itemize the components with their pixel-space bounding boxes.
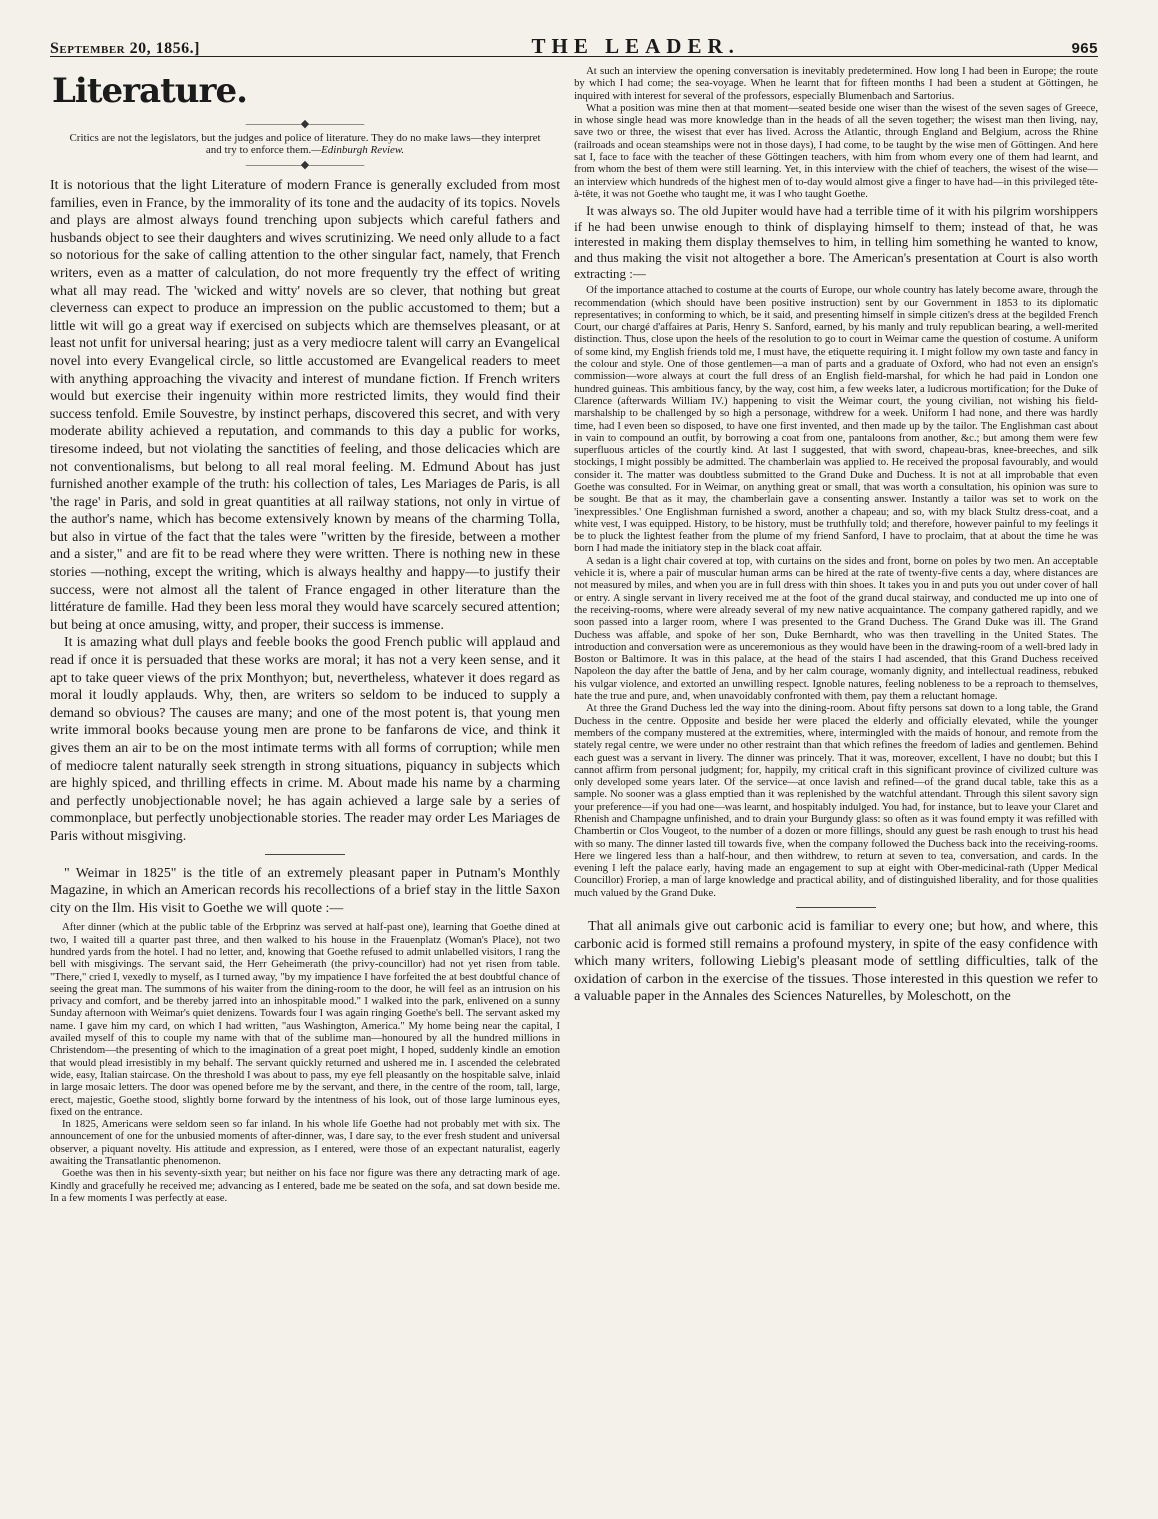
section-rule [796,907,876,908]
ornament-divider: —————◆————— [245,118,365,130]
goethe-quote [50,921,560,1204]
article-paragraph: It is amazing what dull plays and feeble books the good French public will applaud and read if once it is persuaded that these works are moral; it has not a very keen sense, and it apt to take queer views of the prix Monthyon; but, nevertheless, whatever it does regard as moral it loudly applauds. Why, then, are writers so seldom to be induced to supply a demand so obvious? The causes are many; and one of the most potent is, that young men write immoral books because young men are prone to be fanfarons de vice, and think it gives them an air to be on the most intimate terms with all forms of corruption; while men of mediocre talent naturally seek strength in strong situations, piquancy in subjects which are highly spiced, and thrilling effects in crime. M. About made his name by a charming and perfectly unobjectionable novel; he has again achieved a large sale by a series of commonplace, but perfectly unobjectionable stories. The reader may order Les Mariages de Paris without misgiving. [50,635,561,844]
intro-article [50,177,560,846]
left-column [50,65,560,1204]
epigraph-text: Critics are not the legislators, but the judges and police of literature. They do no make laws—they interpret and try to enforce them. [69,132,541,156]
journal-title: THE LEADER. [531,34,740,58]
quote-paragraph: After dinner (which at the public table of the Erbprinz was served at half-past one), learning that Goethe dined at two, I waited till a quarter past three, and then walked to his house in the Frauenplatz (Woman's Place), not two hundred yards from the hotel. I had no letter, and, knowing that Goethe refused to admit unlabelled visitors, I rang the bell with misgivings. The servant said, the Herr Geheimerath (the privy-councillor) had not yet risen from table. "There," cried I, vexedly to myself, as I turned away, "by my impatience I have forfeited the at best doubtful chance of seeing the great man. The summons of his waiter from the dining-room to the door, he will feel as an intrusion on his privacy and comfort, and be thereby jarred into an inhospitable mood." I walked into the park, enlivened on a sunny Sunday afternoon with Weimar's quiet denizens. Towards four I was again ringing Goethe's bell. The servant asked my name. I gave him my card, on which I had written, "aus Washington, America." My home being near the capital, I availed myself of this to couple my name with that of the sublime man—honoured by all the hundred millions in Christendom—the presenting of which to the imagination of a great poet might, I hoped, suddenly kindle an emotion that would plead irresistibly in my behalf. The servant quickly returned and ushered me in. I ascended the celebrated wide, easy, Italian staircase. On the threshold I was about to pass, my eye fell pleasantly on the hospitable salve, inlaid in large mosaic letters. The door was opened before me by the servant, and there, in the centre of the room, tall, large, erect, majestic, Goethe stood, slightly borne forward by the intentness of his look, out of those large luminous eyes, fixed on the entrance. [50,921,561,1118]
epigraph [50,132,560,156]
article-paragraph: It is notorious that the light Literature of modern France is generally excluded from most families, even in France, by the immorality of its tone and the audacity of its topics. Novels and plays are almost always found trenching upon subjects which careful fathers and husbands object to see their daughters and wives scrutinizing. We need only allude to a fact so notorious for the sake of calling attention to the other singular fact, namely, that French writers, even as a matter of calculation, do not more frequently try the effect of writing what all may read. The 'wicked and witty' novels are so clever, that nothing but great cleverness can expect to produce an impression on the public accustomed to them; but a little wit will go a great way if exercised on subjects which are themselves pleasant, or at least not unfit for universal hearing; just as a very mediocre talent will carry an Evangelical novel into every Evangelical circle, so little accustomed are Evangelical readers to meet with anything approaching the vivacity and interest of mundane fiction. If French writers would but exercise their ingenuity within more restricted limits, they would find their success tenfold. Emile Souvestre, by instinct perhaps, discovered this secret, and with very moderate ability achieved a reputation, and commands to this day a public for works, tiresome indeed, but not violating the sanctities of feeling, and those delicacies which are not conventionalisms, but belong to all real moral feeling. M. Edmund About has just furnished another example of the truth: his collection of tales, Les Mariages de Paris, is all 'the rage' in Paris, and sold in great quantities at all railway stations, not only in virtue of the author's name, which has become extensively known by means of the charming Tolla, but also in virtue of the fact that the tales were "written by the fireside, between a mother and a sister," and are fit to be read where they were written. There is nothing new in these stories —nothing, except the writing, which is always healthy and happy—to justify their success, were not almost all the talent of France engaged in other literature than the littérature de famille. Had they been less moral they would have scarcely secured attention; but being at once amusing, witty, and proper, their success is immense. [50,178,561,633]
section-title: Literature. [52,71,247,111]
columns [50,65,1098,1204]
article-paragraph: It was always so. The old Jupiter would have had a terrible time of it with his pilgrim worshippers if he had been unwise enough to think of displaying himself to them; instead of that, he was interested in making them display themselves to him, in telling him something he wanted to know, and thus making the visit not altogether a bore. The American's presentation at Court is also worth extracting :— [574,203,1098,281]
right-column [574,65,1098,1204]
issue-date: September 20, 1856.] [50,40,200,57]
page-number: 965 [1071,40,1098,57]
goethe-quote-continued [574,65,1098,200]
epigraph-source: —Edinburgh Review. [311,144,405,156]
article-paragraph: That all animals give out carbonic acid is familiar to every one; but how, and where, this carbonic acid is formed still remains a profound mystery, in spite of the easy confidence with which many writers, following Liebig's pleasant mode of settling difficulties, talk of the oxidation of carbon in the exercise of the tissues. Those interested in this question we refer to a valuable paper in the Annales des Sciences Naturelles, by Moleschott, on the [574,919,1098,1005]
quote-paragraph: In 1825, Americans were seldom seen so far inland. In his whole life Goethe had not probably met with six. The announcement of one for the unbusied moments of after-dinner, was, I dare say, to the ever fresh student and universal observer, a piquant novelty. His attitude and expression, as I entered, were those of an expectant naturalist, eagerly awaiting the Transatlantic phenomenon. [50,1118,561,1167]
quote-paragraph: What a position was mine then at that moment—seated beside one wiser than the wisest of the seven sages of Greece, in whose single head was more knowledge than in the heads of all the seven together; the wisest man then living, nay, save two or three, the wisest that ever has lived. Across the Atlantic, through England and Belgium, across the Rhine (railroads and ocean steamships were not in those days), I had come, to be taught by the wise men of Göttingen. And here sat I, face to face with the teacher of these Göttingen teachers, with him from whom every one of them had learnt, and from whom the best of them were still learning. Yet, in this interview with the chief of teachers, the wisest of the wise—an interview which hundreds of the highest men of to-day would almost give a finger to have had—in this privileged tête-à-tête, it was not Goethe who taught me, it was I who taught Goethe. [574,101,1098,200]
quote-paragraph: At such an interview the opening conversation is inevitably predetermined. How long I had been in Europe; the route by which I had come; the sea-voyage. When he learnt that for fifteen months I had been a student at Göttingen, he inquired with interest for several of the professors, especially Blumenbach and Sartorius. [574,65,1098,102]
weimar-intro [50,865,560,918]
section-rule [265,854,345,855]
ornament-divider: —————◆————— [245,159,365,171]
quote-paragraph: At three the Grand Duchess led the way into the dining-room. About fifty persons sat down to a long table, the Grand Duchess in the centre. Opposite and beside her were placed the elderly and officially elevated, while the younger members of the company mustered at the extremities, where, intermingled with the maids of honour, and remote from the stately regal centre, we were under no other restraint than that which refines the freedom of ladies and gentlemen. Behind each guest was a servant in livery. The dinner was princely. That it was, moreover, excellent, I have no doubt; but this I cannot affirm from personal judgment; for, happily, my critical craft in this significant province of civilized culture was only developed some years later. Of the service—at once lavish and refined—of the grand ducal table, take this as a sample. No sooner was a glass emptied than it was replenished by the watchful attendant. Through this silent savory sign your preference—if you had one—was learnt, and hospitably indulged. You had, for instance, but to leave your Claret and Rhenish and Champagne unfinished, and to drain your Burgundy glass: so often as it was found empty it was refilled with Chambertin or Clos Vougeot, to the number of a dozen or more fillings, should any guest be rash enough to trust his head with so many. The dinner lasted till towards five, when the company followed the Duchess back into the receiving-rooms. Here we lingered less than a half-hour, and then withdrew, to return at seven to tea, conversation, and cards. In the evening I left the palace early, having made an engagement to sup at eight with Ober-medicinal-rath (Upper Medical Councillor) Froriep, a man of large knowledge and practical ability, and of distinguished liberality, and for those qualities much valued by the Grand Duke. [574,702,1098,899]
court-quote [574,284,1098,899]
quote-paragraph: A sedan is a light chair covered at top, with curtains on the sides and front, borne on poles by two men. An acceptable vehicle it is, where a pair of muscular human arms can be hired at the rate of twenty-five cents a day, where distances are not measured by miles, and when you are in full dress with thin shoes. It takes you in and puts you out under cover of hall or entry. A single servant in livery received me at the foot of the grand ducal stairway, and conducted me up into one of the receiving-rooms, where were already several of my new native acquaintance. The company gathered rapidly, and we soon passed into a larger room, where I was presented to the Grand Duchess. The Grand Duke was ill. The Grand Duchess was affable, and spoke of her son, Duke Bernhardt, who was then travelling in the United States. The introduction and conversation were as unceremonious as they would have been in the drawing-room of a well-bred lady in Boston or Baltimore. It was in this palace, at the head of the stairs I had ascended, that this Grand Duchess received Napoleon the day after the battle of Jena, and by her calm courage, womanly dignity, and intellectual readiness, rebuked his vulgar violence, and extorted an unwilling respect. Ignoble natures, feeling nobleness to be a reproach to themselves, hate the true and pure, and, when unavoidably confronted with them, pay them a reluctant homage. [574,554,1098,703]
article-paragraph: " Weimar in 1825" is the title of an extremely pleasant paper in Putnam's Monthly Magazine, in which an American records his recollections of a brief stay in the little Saxon city on the Ilm. His visit to Goethe we will quote :— [50,865,561,916]
carbonic-acid-article [574,918,1098,1006]
running-head [50,14,1098,58]
quote-paragraph: Goethe was then in his seventy-sixth year; but neither on his face nor figure was there any detracting mark of age. Kindly and gracefully he received me; advancing as I entered, bade me be seated on the sofa, and sat down beside me. In a few moments I was perfectly at ease. [50,1167,561,1204]
commentary [574,203,1098,281]
quote-paragraph: Of the importance attached to costume at the courts of Europe, our whole country has lately become aware, through the recommendation (which should have been positive instruction) sent by our Government in 1853 to its diplomatic representatives; in conforming to which, be it said, and presenting himself in simple citizen's dress at the begilded French Court, our chargé d'affaires at Paris, Henry S. Sanford, earned, by his manly and truly republican bearing, a well-merited distinction. Thus, close upon the heels of the resolution to go to court in Weimar came the question of costume. A uniform of some kind, my English friends told me, I must have, the etiquette requiring it. I might follow my own taste and fancy in the colour and style. One of those gentlemen—a man of parts and a graduate of Oxford, who had not even an ensign's commission—wore always at court the full dress of an English field-marshal, for which he had paid in London one hundred guineas. This ambitious fancy, by the way, cost him, a few weeks later, a ludicrous mortification; for the Duke of Clarence (afterwards William IV.) happening to visit the Weimar court, the young civilian, not wishing his field-marshalship to be challenged by so high a personage, withdrew for a week. Uniform I had none, and there was hardly time, had I even been so disposed, to have one first invented, and then made up by the tailor. The Englishman cast about in vain to compound an outfit, by borrowing a coat from one, pantaloons from another, &c.; but among them were few superfluous articles of the courtly kind. At last I suggested, that with sword, chapeau-bras, knee-breeches, and silk stockings, I might possibly be admitted. The chamberlain was applied to. He received the proposal favourably, and would consider it. The matter was doubtless submitted to the Grand Duke and Duchess. It is not at all improbable that even Goethe was consulted. For in Weimar, on anything great or small, that was worth a consultation, his opinion was sure to be sought. Be that as it may, the chamberlain gave a consenting answer. Instantly a tailor was set to work on the 'inexpressibles.' One Englishman furnished a sword, another a chapeau; and so, with my black Stultz dress-coat, and a white vest, I was equipped. History, to be history, must be truthfully told; and therefore, however painful to my feelings it be to pluck the lightest feather from the plume of my friend Sanford, I have to proclaim, that at about the time he was born I had made the initiatory step in the black coat affair. [574,284,1098,555]
